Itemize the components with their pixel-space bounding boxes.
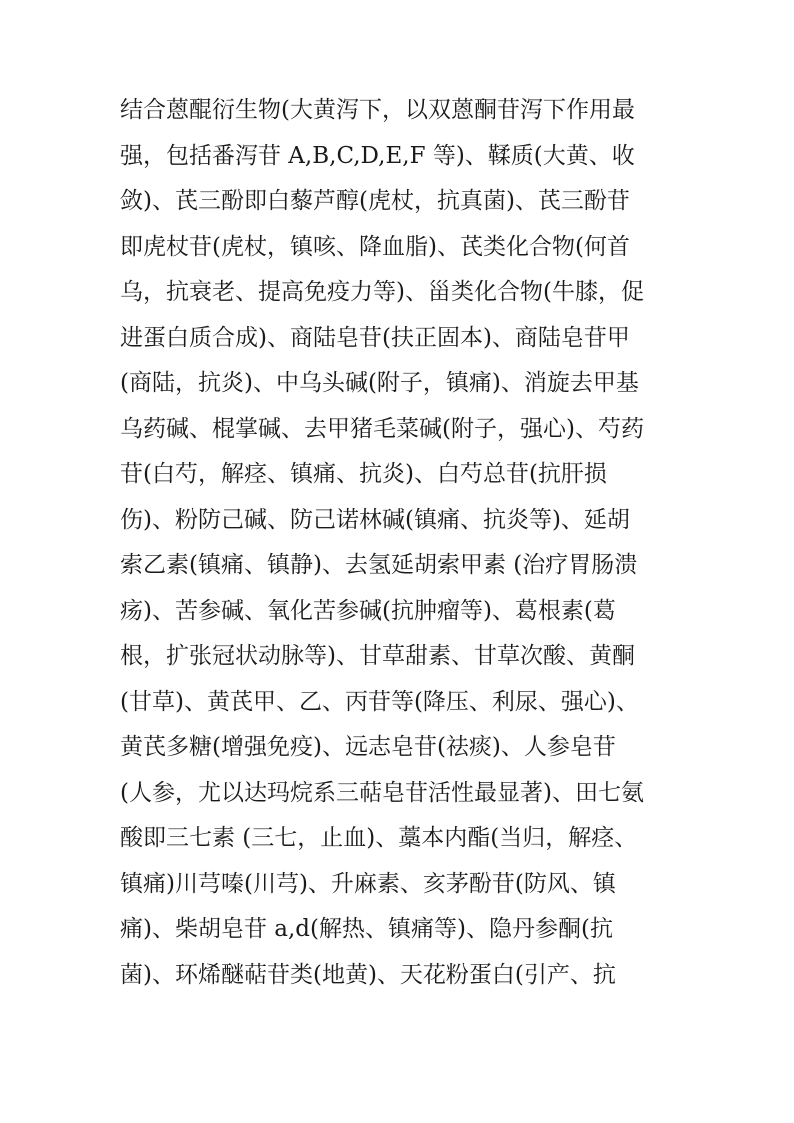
text-line: 敛)、芪三酚即白藜芦醇(虎杖，抗真菌)、芪三酚苷 [120,188,630,214]
text-line: (商陆，抗炎)、中乌头碱(附子，镇痛)、消旋去甲基 [120,370,639,396]
text-line: 即虎杖苷(虎杖，镇咳、降血脂)、芪类化合物(何首 [120,233,630,260]
text-line: (人参，尤以达玛烷系三萜皂苷活性最显著)、田七氨 [120,779,644,806]
text-line: 结合蒽醌衍生物(大黄泻下，以双蒽酮苷泻下作用最 [120,97,635,123]
text-line: 菌)、环烯醚萜苷类(地黄)、天花粉蛋白(引产、抗 [120,961,616,988]
text-line: 苷(白芍，解痉、镇痛、抗炎)、白芍总苷(抗肝损 [120,461,607,487]
text-line: 痛)、柴胡皂苷 a,d(解热、镇痛等)、隐丹参酮(抗 [120,916,613,942]
text-line: 索乙素(镇痛、镇静)、去氢延胡索甲素 (治疗胃肠溃 [120,552,638,578]
text-line: 疡)、苦参碱、氧化苦参碱(抗肿瘤等)、葛根素(葛 [120,597,616,624]
text-line: 进蛋白质合成)、商陆皂苷(扶正固本)、商陆皂苷甲 [120,324,630,351]
text-line: 乌，抗衰老、提高免疫力等)、甾类化合物(牛膝，促 [120,279,644,305]
text-line: 酸即三七素 (三七，止血)、藁本内酯(当归，解痉、 [120,825,638,851]
text-line: 强，包括番泻苷 A,B,C,D,E,F 等)、鞣质(大黄、收 [120,142,635,169]
body-text [120,88,680,998]
text-line: 黄芪多糖(增强免疫)、远志皂苷(祛痰)、人参皂苷 [120,734,616,760]
text-line: (甘草)、黄芪甲、乙、丙苷等(降压、利尿、强心)、 [120,688,639,715]
text-line: 伤)、粉防己碱、防己诺林碱(镇痛、抗炎等)、延胡 [120,506,630,533]
text-line: 根，扩张冠状动脉等)、甘草甜素、甘草次酸、黄酮 [120,643,635,669]
text-line: 乌药碱、棍掌碱、去甲猪毛菜碱(附子，强心)、芍药 [120,415,644,442]
text-line: 镇痛)川芎嗪(川芎)、升麻素、亥茅酚苷(防风、镇 [120,870,616,897]
